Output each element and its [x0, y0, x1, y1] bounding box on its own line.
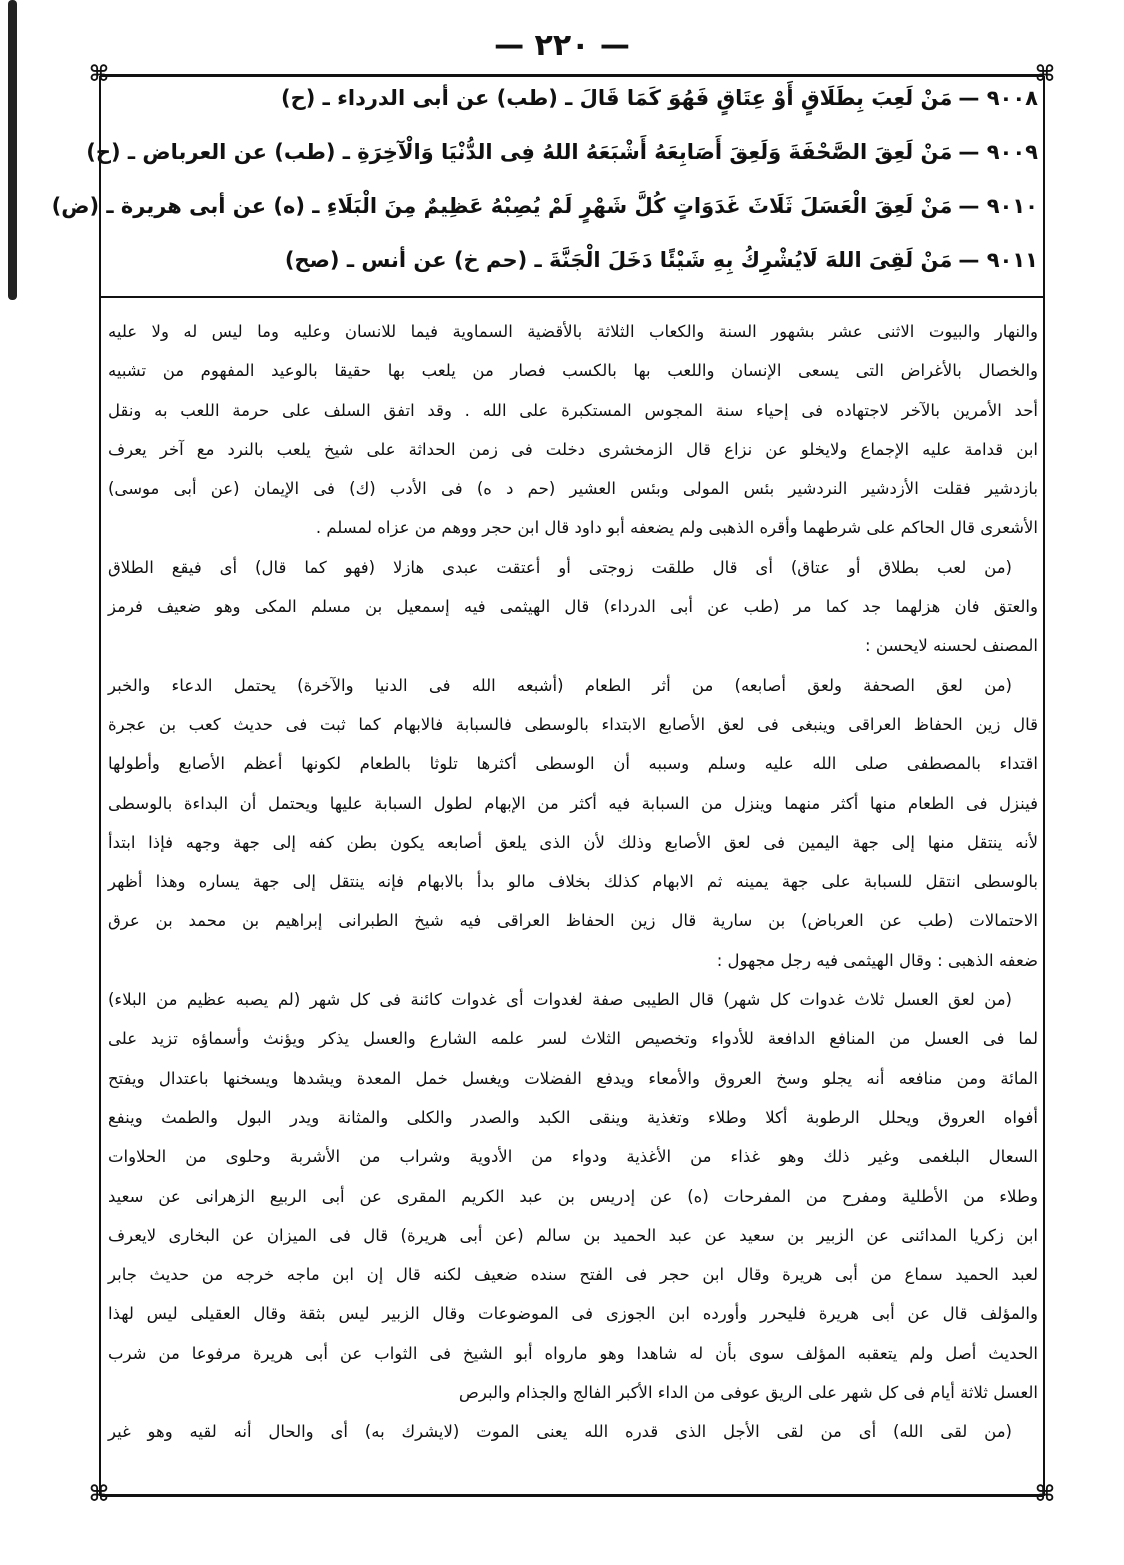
- commentary-line: والخصال بالأغراض التى يسعى الإنسان واللعب بها بالكسب فصار من يلعب بها حقيقا بالوعيد المفهوم من تشبيه: [108, 361, 1038, 381]
- hadith-entry: [52, 194, 1038, 218]
- commentary-line: والمؤلف قال عن أبى هريرة فليحرر وأورده ابن الجوزى فى الموضوعات وقال الزبير ليس بثقة وقال العقيلى ليس لهذا: [108, 1304, 1038, 1324]
- commentary-line: أحد الأمرين بالآخر لاجتهاده فى إحياء سنة المجوس المستكبرة على الله . وقد اتفق السلف على حرمة اللعب به ونقل: [108, 400, 1038, 420]
- commentary-line: (من لعب بطلاق أو عتاق) أى قال طلقت زوجتى أو أعتقت عبدى هازلا (فهو كما قال) أى فيقع الطلاق: [108, 557, 1012, 577]
- page-number: — ٢٢٠ —: [494, 28, 630, 63]
- commentary-line: فينزل فى الطعام منها أكثر منهما وينزل من السبابة فيه أكثر من الإبهام لطول السبابة عليها ويحتمل أن البداءة بالوسطى: [108, 793, 1038, 813]
- hadith-entry: [285, 248, 1038, 272]
- commentary-body: [108, 312, 1038, 1452]
- hadith-text: مَنْ لَعِبَ بِطَلَاقٍ أَوْ عِتَاقٍ فَهُوَ كَمَا قَالَ ـ (طب) عن أبى الدرداء ـ (ح): [281, 86, 953, 110]
- commentary-line: (من لعق الصحفة ولعق أصابعه) من أثر الطعام (أشبعه الله فى الدنيا والآخرة) يحتمل الدعاء والخبر: [108, 675, 1012, 695]
- commentary-line: بازدشير فقلت الأزدشير النردشير بئس المولى وبئس العشير (حم د ه) فى الأدب (ك) فى الإيمان (عن أبى موسى): [108, 479, 1038, 499]
- commentary-line: ضعفه الذهبى : وقال الهيثمى فيه رجل مجهول :: [716, 950, 1038, 970]
- commentary-line: قال زين الحفاظ العراقى وينبغى فى لعق الأصابع الابتداء بالوسطى فالسبابة فالابهام كما ثبت فى حديث كعب بن عجرة: [108, 714, 1038, 734]
- commentary-line: ابن قدامة عليه الإجماع ولايخلو عن نزاع قال الزمخشرى دخلت فى زمن الحداثة على شيخ يلعب بالنرد مع آخر يعرف: [108, 439, 1038, 459]
- commentary-line: المائة ومن منافعه أنه يجلو وسخ العروق والأمعاء ويدفع الفضلات ويغسل خمل المعدة ويشدها ويسخنها باعتدال ويفتح: [108, 1068, 1038, 1088]
- commentary-line: أفواه العروق ويحلل الرطوبة أكلا وطلاء وتغذية وينقى الكبد والصدر والكلى والمثانة ويدر البول والطمث وينفع: [108, 1107, 1038, 1127]
- commentary-line: بالوسطى انتقل للسبابة على جهة يمينه ثم الابهام كذلك بخلاف مالو بدأ بالابهام فإنه ينتقل إلى جهة يساره وهذا أظهر: [108, 872, 1038, 892]
- hadith-text: مَنْ لَعِقَ الصَّحْفَةَ وَلَعِقَ أَصَابِعَهُ أَشْبَعَهُ اللهُ فِى الدُّنْيَا وَالْآخِرَةِ ـ (طب) عن العرباض ـ (ح): [86, 140, 953, 164]
- corner-ornament-icon: ⌘: [88, 1482, 110, 1507]
- corner-ornament-icon: ⌘: [1034, 1482, 1056, 1507]
- hadith-number: ٩٠١١ —: [958, 248, 1038, 272]
- hadith-entry: [86, 140, 1038, 164]
- commentary-line: الاحتمالات (طب عن العرباض) بن سارية قال زين الحفاظ العراقى فيه شيخ الطبرانى إبراهيم بن محمد بن عرق: [108, 911, 1038, 931]
- commentary-line: (من لعق العسل ثلاث غدوات كل شهر) قال الطيبى صفة لغدوات أى غدوات كائنة فى كل شهر (لم يصبه عظيم من البلاء): [108, 990, 1012, 1010]
- hadith-text: مَنْ لَقِىَ اللهَ لَايُشْرِكُ بِهِ شَيْئًا دَخَلَ الْجَنَّةَ ـ (حم خ) عن أنس ـ (صح): [284, 248, 953, 272]
- commentary-line: الحديث أصل ولم يتعقبه المؤلف سوى بأن له شاهدا وهو مارواه أبو الشيخ فى الثواب عن أبى هريرة مرفوعا من شرب: [108, 1343, 1038, 1363]
- hadith-number: ٩٠٠٩ —: [958, 140, 1038, 164]
- commentary-line: لعبد الحميد سماع من أبى هريرة وقال ابن حجر فى الفتح سنده ضعيف لكنه قال إن ابن ماجه خرجه من حديث جابر: [108, 1265, 1038, 1285]
- commentary-line: (من لقى الله) أى من لقى الأجل الذى قدره الله يعنى الموت (لايشرك به) أى والحال أنه لقيه وهو غير: [108, 1422, 1012, 1442]
- commentary-line: والنهار والبيوت الاثنى عشر بشهور السنة والكعاب الثلاثة بالأقضية السماوية فيما للانسان وعليه وما ليس له ولا عليه: [108, 322, 1038, 341]
- frame-top-rule: [100, 74, 1044, 77]
- commentary-line: اقتداء بالمصطفى صلى الله عليه وسلم وسببه أن الوسطى أكثرها تلوثا بالطعام لكونها أعظم الأصابع وأطولها: [108, 754, 1038, 774]
- hadith-text: مَنْ لَعِقَ الْعَسَلَ ثَلَاثَ غَدَوَاتٍ كُلَّ شَهْرٍ لَمْ يُصِبْهُ عَظِيمٌ مِنَ الْبَلَاءِ ـ (ه) عن أبى هريرة ـ (ض): [51, 194, 953, 218]
- commentary-line: الأشعرى قال الحاكم على شرطهما وأقره الذهبى ولم يضعفه أبو داود قال ابن حجر ووهم من عزاه لمسلم .: [315, 518, 1038, 538]
- commentary-line: السعال البلغمى وغير ذلك وهو غذاء من الأغذية ودواء من الأدوية وشراب من الأشربة وحلوى من الحلاوات: [108, 1147, 1038, 1167]
- commentary-line: لأنه ينتقل منها إلى جهة اليمين فى لعق الأصابع وذلك لأن الذى يلعق أصابعه يكون بطن كفه إلى جهة وجهه فإذا ابتدأ: [108, 832, 1038, 852]
- hadith-number: ٩٠١٠ —: [958, 194, 1038, 218]
- commentary-line: ابن زكريا المدائنى عن الزبير بن سعيد عن عبد الحميد بن سالم (عن أبى هريرة) قال فى الميزان عن البخارى لايعرف: [108, 1225, 1038, 1245]
- corner-ornament-icon: ⌘: [88, 62, 110, 87]
- hadith-number: ٩٠٠٨ —: [958, 86, 1038, 110]
- commentary-line: العسل ثلاثة أيام فى كل شهر على الريق عوفى من الداء الأكبر الفالج والجذام والبرص: [458, 1383, 1038, 1403]
- section-separator: [100, 296, 1044, 298]
- commentary-line: لما فى العسل من المنافع الدافعة للأدواء وتخصيص الثلاث لسر علمه الشارع والعسل يذكر ويؤنث وأسماؤه تزيد على: [108, 1029, 1038, 1049]
- commentary-line: المصنف لحسنه لايحسن :: [865, 636, 1038, 656]
- frame-right-rule: [1043, 76, 1045, 1496]
- hadith-entry: [281, 86, 1038, 110]
- frame-bottom-rule: [100, 1494, 1044, 1497]
- corner-ornament-icon: ⌘: [1034, 62, 1056, 87]
- frame-left-rule: [99, 76, 101, 1496]
- commentary-line: والعتق فان هزلهما جد كما مر (طب عن أبى الدرداء) قال الهيثمى فيه إسمعيل بن مسلم المكى وهو ضعيف فرمز: [108, 597, 1038, 617]
- commentary-line: وطلاء من الأطلية ومفرح من المفرحات (ه) عن إدريس بن عبد الكريم المقرى عن أبى الربيع الزهرانى عن سعيد: [108, 1186, 1038, 1206]
